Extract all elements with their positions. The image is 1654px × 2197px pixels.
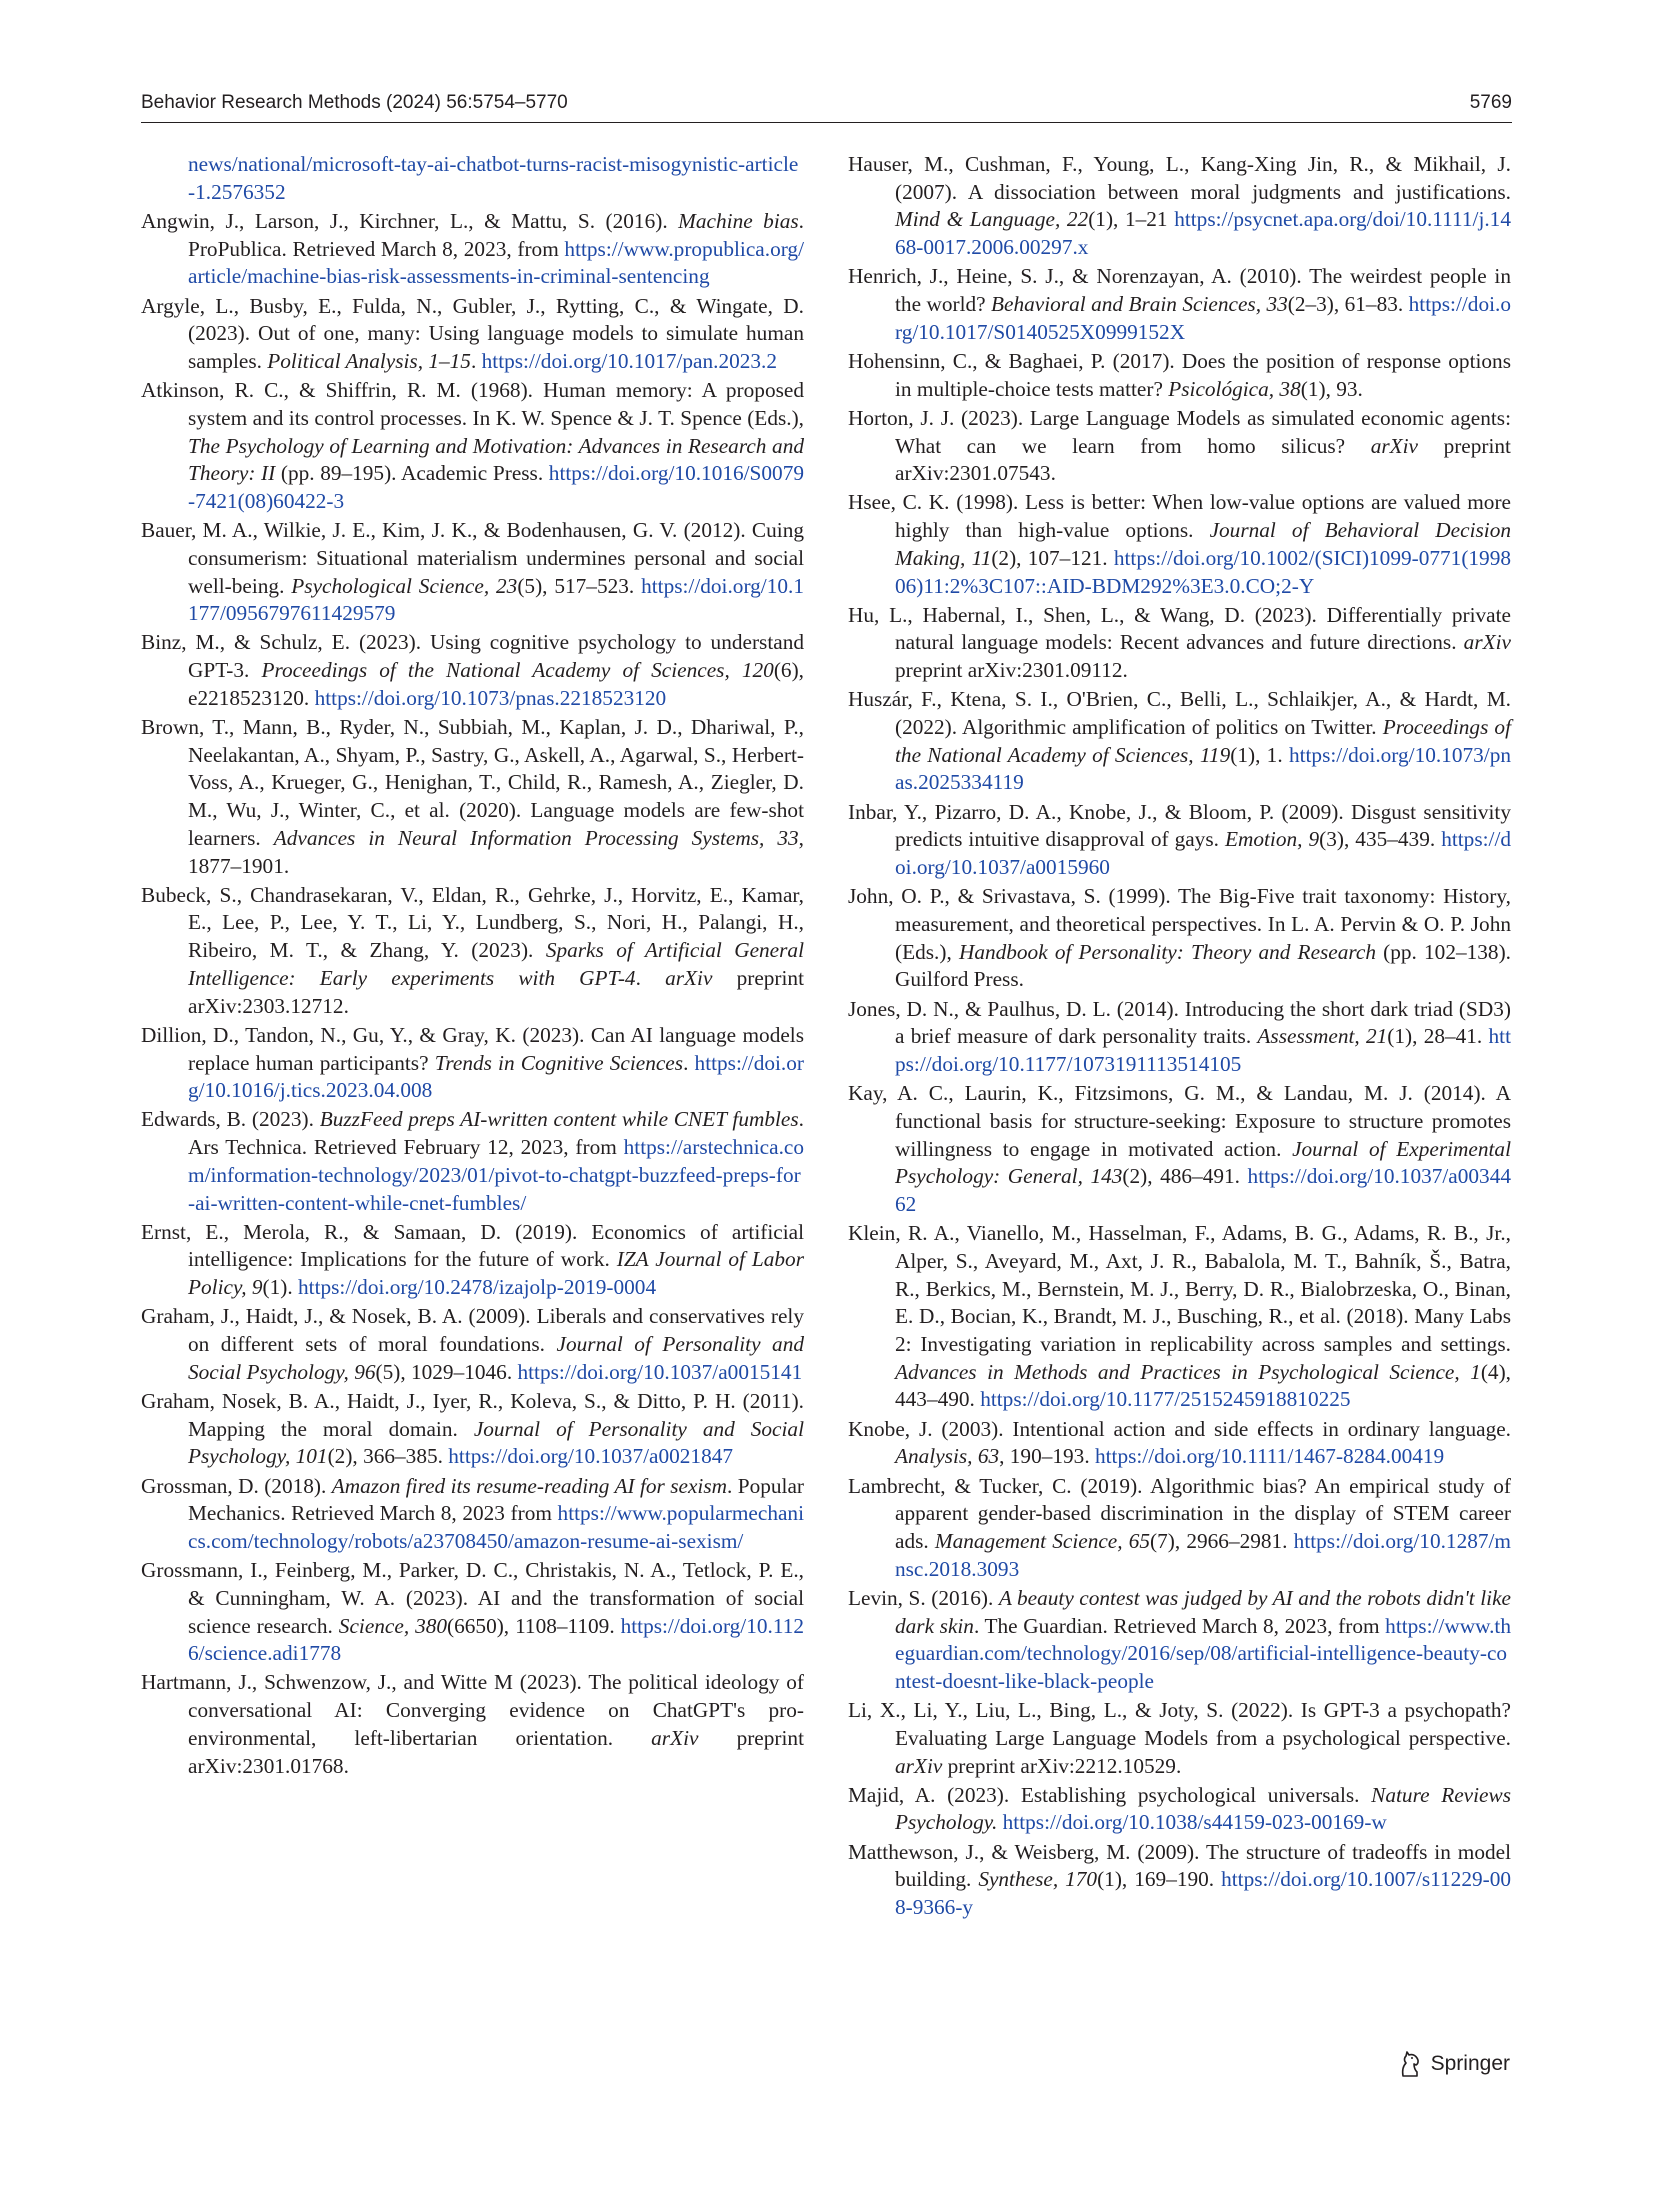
reference-entry (141, 1022, 804, 1105)
reference-title: Journal of Experimental Psychology: General, 143 (895, 1136, 1511, 1189)
reference-text: Jones, D. N., & Paulhus, D. L. (2014). Introducing the short dark triad (SD3) a brief measure of dark personality traits. (848, 996, 1511, 1049)
reference-title: Synthese, 170 (978, 1867, 1098, 1892)
reference-text: (5), 517–523. (517, 573, 642, 598)
reference-link[interactable]: https://doi.org/10.2478/izajolp-2019-0004 (298, 1275, 657, 1300)
reference-text: preprint arXiv:2303.12712. (188, 965, 804, 1018)
reference-text: Brown, T., Mann, B., Ryder, N., Subbiah, M., Kaplan, J. D., Dhariwal, P., Neelakantan, A., Shyam, P., Sastry, G., Askell, A., Agarwal, S., Herbert-Voss, A., Krueger, G., Henighan, T., Child, R., Ramesh, A., Ziegler, D. M., Wu, J., Winter, C., et al. (2020). Language models are few-shot learners. (141, 715, 804, 850)
reference-link[interactable]: https://doi.org/10.1037/a0015141 (517, 1359, 803, 1384)
reference-title: Science, 380 (338, 1613, 448, 1638)
reference-text: Dillion, D., Tandon, N., Gu, Y., & Gray, K. (2023). Can AI language models replace human participants? (141, 1022, 804, 1075)
reference-title: IZA Journal of Labor Policy, 9 (188, 1247, 804, 1300)
reference-link[interactable]: https://doi.org/10.1002/(SICI)1099-0771(199806)11:2%3C107::AID-BDM292%3E3.0.CO;2-Y (895, 545, 1512, 598)
reference-text: . Popular Mechanics. Retrieved March 8, 2023 from (188, 1473, 805, 1526)
reference-entry (141, 1106, 804, 1217)
reference-text: preprint arXiv:2301.01768. (188, 1725, 804, 1778)
reference-title: Amazon fired its resume-reading AI for sexism (331, 1473, 728, 1498)
reference-text: (1), 1–21 (1088, 207, 1175, 232)
reference-link[interactable]: https://doi.org/10.1037/a0034462 (895, 1164, 1512, 1217)
reference-entry (141, 208, 804, 291)
reference-text: (2), 366–385. (327, 1444, 449, 1469)
reference-title: arXiv (1463, 630, 1511, 655)
reference-title: Nature Reviews Psychology. (895, 1782, 1511, 1835)
reference-title: A beauty contest was judged by AI and the robots didn't like dark skin (895, 1585, 1511, 1638)
reference-text: Hohensinn, C., & Baghaei, P. (2017). Does the position of response options in multiple-choice tests matter? (848, 348, 1511, 401)
reference-title: Journal of Personality and Social Psychology, 96 (188, 1332, 805, 1384)
reference-entry (848, 1416, 1511, 1471)
reference-entry (848, 151, 1511, 262)
reference-text: Knobe, J. (2003). Intentional action and side effects in ordinary language. (848, 1416, 1511, 1441)
reference-title: Journal of Behavioral Decision Making, 11 (895, 518, 1511, 570)
reference-entry (141, 517, 804, 628)
reference-link[interactable]: https://doi.org/10.1287/mnsc.2018.3093 (895, 1528, 1511, 1581)
reference-title: Proceedings of the National Academy of Sciences, 120 (261, 658, 774, 683)
reference-text: (1), 28–41. (1387, 1024, 1489, 1049)
reference-entry (848, 996, 1511, 1079)
reference-entry (141, 1388, 804, 1471)
journal-citation: Behavior Research Methods (2024) 56:5754–5770 (141, 92, 568, 113)
reference-title: BuzzFeed preps AI-written content while CNET fumbles (319, 1107, 799, 1132)
reference-text: (6650), 1108–1109. (447, 1613, 621, 1638)
reference-link[interactable]: https://doi.org/10.1073/pnas.2025334119 (895, 742, 1511, 795)
reference-text: Levin, S. (2016). (848, 1585, 999, 1610)
reference-title: arXiv (665, 965, 713, 990)
reference-entry (848, 799, 1511, 882)
reference-entry (141, 629, 804, 712)
reference-text: (7), 2966–2981. (1150, 1528, 1294, 1553)
reference-title: arXiv (895, 1753, 943, 1778)
reference-entry (848, 405, 1511, 488)
reference-text: preprint arXiv:2301.09112. (895, 658, 1128, 683)
reference-link[interactable]: https://doi.org/10.1016/S0079-7421(08)60422-3 (188, 461, 804, 513)
reference-entry (141, 714, 804, 880)
reference-link[interactable]: https://doi.org/10.1126/science.adi1778 (188, 1613, 804, 1666)
reference-title: Sparks of Artificial General Intelligence: Early experiments with GPT-4 (188, 938, 804, 990)
page-number: 5769 (1469, 92, 1512, 113)
reference-title: Emotion, 9 (1224, 827, 1320, 852)
reference-title: Behavioral and Brain Sciences, 33 (991, 292, 1288, 317)
reference-text: Grossman, D. (2018). (141, 1473, 332, 1498)
reference-text: . Ars Technica. Retrieved February 12, 2023, from (188, 1107, 804, 1160)
reference-title: Advances in Methods and Practices in Psychological Science, 1 (895, 1359, 1481, 1384)
reference-text: (6), e2218523120. (188, 658, 804, 710)
reference-text: Angwin, J., Larson, J., Kirchner, L., & Mattu, S. (2016). (141, 208, 679, 233)
reference-link[interactable]: https://doi.org/10.1038/s44159-023-00169-w (1002, 1810, 1387, 1835)
reference-title: arXiv (1370, 433, 1419, 458)
reference-text: Argyle, L., Busby, E., Fulda, N., Gubler, J., Rytting, C., & Wingate, D. (2023). Out of one, many: Using language models to simulate human samples. (141, 293, 804, 373)
reference-text: . The Guardian. Retrieved March 8, 2023, from (973, 1613, 1386, 1638)
reference-title: Analysis, 63 (895, 1444, 1000, 1469)
reference-entry (141, 377, 804, 516)
reference-title: Trends in Cognitive Sciences (434, 1050, 684, 1075)
reference-entry (141, 1219, 804, 1302)
reference-title: Assessment, 21 (1257, 1024, 1388, 1049)
reference-entry (141, 1557, 804, 1668)
reference-link[interactable]: https://arstechnica.com/information-technology/2023/01/pivot-to-chatgpt-buzzfeed-preps-for-ai-written-content-while-cnet-fumbles/ (188, 1135, 804, 1215)
reference-title: Mind & Language, 22 (895, 207, 1089, 232)
reference-text: Hu, L., Habernal, I., Shen, L., & Wang, D. (2023). Differentially private natural language models: Recent advances and future directions. (848, 602, 1511, 655)
reference-text: Graham, J., Haidt, J., & Nosek, B. A. (2009). Liberals and conservatives rely on different sets of moral foundations. (141, 1304, 804, 1357)
reference-text: (1), 1. (1230, 742, 1289, 767)
reference-link[interactable]: https://doi.org/10.1016/j.tics.2023.04.008 (188, 1050, 804, 1103)
references-column-right (848, 151, 1511, 1923)
reference-entry (848, 1697, 1511, 1780)
reference-entry (141, 1303, 804, 1386)
reference-text: Hauser, M., Cushman, F., Young, L., Kang-Xing Jin, R., & Mikhail, J. (2007). A dissociation between moral judgments and justifications. (848, 152, 1511, 204)
reference-entry (141, 882, 804, 1021)
reference-link[interactable]: https://doi.org/10.1037/a0015960 (895, 827, 1512, 880)
reference-link[interactable]: https://doi.org/10.1017/S0140525X0999152X (895, 292, 1511, 344)
reference-text: (1). (262, 1275, 299, 1300)
references-column-left (141, 151, 804, 1782)
reference-text: preprint arXiv:2301.07543. (895, 433, 1511, 486)
reference-text: Li, X., Li, Y., Liu, L., Bing, L., & Joty, S. (2022). Is GPT-3 a psychopath? Evaluating Large Language Models from a psychological perspective. (848, 1698, 1511, 1750)
running-header (141, 88, 1512, 122)
reference-entry (141, 151, 804, 206)
reference-text: (5), 1029–1046. (375, 1359, 518, 1384)
reference-title: Journal of Personality and Social Psychology, 101 (188, 1416, 804, 1469)
reference-entry (848, 1782, 1511, 1837)
reference-text: (2–3), 61–83. (1287, 292, 1409, 317)
reference-entry (141, 1473, 804, 1556)
reference-entry (848, 883, 1511, 994)
reference-title: arXiv (651, 1725, 699, 1750)
reference-title: Psicológica, 38 (1168, 376, 1301, 401)
reference-link[interactable]: https://www.popularmechanics.com/technology/robots/a23708450/amazon-resume-ai-sexism/ (188, 1501, 804, 1553)
reference-text: Hsee, C. K. (1998). Less is better: When low-value options are valued more highly than high-value options. (848, 490, 1511, 543)
reference-text: (2), 486–491. (1122, 1164, 1248, 1189)
reference-text: (4), 443–490. (895, 1359, 1511, 1412)
reference-text: Binz, M., & Schulz, E. (2023). Using cognitive psychology to understand GPT-3. (141, 630, 804, 683)
reference-text: Huszár, F., Ktena, S. I., O'Brien, C., Belli, L., Schlaikjer, A., & Hardt, M. (2022). Algorithmic amplification of politics on Twitter. (848, 687, 1511, 740)
reference-text: Edwards, B. (2023). (141, 1107, 320, 1132)
reference-entry (141, 293, 804, 376)
reference-text: Majid, A. (2023). Establishing psychological universals. (848, 1782, 1372, 1807)
reference-title: Handbook of Personality: Theory and Research (958, 939, 1377, 964)
springer-horse-icon (1397, 2050, 1423, 2078)
reference-text: Klein, R. A., Vianello, M., Hasselman, F., Adams, B. G., Adams, R. B., Jr., Alper, S., Aveyard, M., Axt, J. R., Babalola, M. T., Bahník, Š., Batra, R., Berkics, M., Bernstein, M. J., Berry, D. R., Bialobrzeska, O., Binan, E. D., Bocian, K., Brandt, M. J., Busching, R., et al. (2018). Many Labs 2: Investigating variation in replicability across samples and settings. (848, 1221, 1511, 1357)
reference-text: (pp. 102–138). Guilford Press. (895, 939, 1511, 992)
reference-text: Bubeck, S., Chandrasekaran, V., Eldan, R., Gehrke, J., Horvitz, E., Kamar, E., Lee, P., Lee, Y. T., Li, Y., Lundberg, S., Nori, H., Palangi, H., Ribeiro, M. T., & Zhang, Y. (2023). (141, 882, 804, 963)
publisher-name: Springer (1430, 2052, 1510, 2075)
reference-link[interactable]: https://doi.org/10.1177/0956797611429579 (188, 573, 804, 626)
reference-entry (848, 1585, 1511, 1696)
reference-entry (848, 348, 1511, 403)
reference-entry (848, 602, 1511, 685)
publisher-footer (1397, 2048, 1510, 2080)
reference-entry (848, 263, 1511, 346)
reference-title: The Psychology of Learning and Motivation: Advances in Research and Theory: II (188, 433, 804, 486)
reference-entry (141, 1669, 804, 1780)
reference-link[interactable]: https://psycnet.apa.org/doi/10.1111/j.1468-0017.2006.00297.x (895, 207, 1511, 260)
reference-text: (pp. 89–195). Academic Press. (275, 461, 549, 486)
reference-text: (1), 169–190. (1097, 1867, 1222, 1892)
reference-title: Psychological Science, 23 (291, 573, 518, 598)
reference-text: Bauer, M. A., Wilkie, J. E., Kim, J. K., & Bodenhausen, G. V. (2012). Cuing consumerism: Situational materialism undermines personal and social well-being. (141, 518, 804, 598)
reference-text: (2), 107–121. (991, 545, 1114, 570)
reference-link[interactable]: https://doi.org/10.1037/a0021847 (448, 1444, 734, 1469)
reference-link[interactable]: https://doi.org/10.1177/2515245918810225 (980, 1387, 1351, 1412)
reference-title: Management Science, 65 (934, 1528, 1151, 1553)
reference-link[interactable]: https://doi.org/10.1111/1467-8284.00419 (1094, 1444, 1445, 1469)
reference-text: (1), 93. (1300, 376, 1363, 401)
reference-entry (848, 489, 1511, 600)
reference-entry (848, 1220, 1511, 1414)
reference-text: . (635, 965, 666, 990)
reference-text: Horton, J. J. (2023). Large Language Models as simulated economic agents: What can we learn from homo silicus? (848, 405, 1511, 458)
reference-link[interactable]: https://www.theguardian.com/technology/2016/sep/08/artificial-intelligence-beauty-contest-doesnt-like-black-people (895, 1613, 1511, 1693)
reference-link[interactable]: https://doi.org/10.1177/1073191113514105 (895, 1024, 1511, 1076)
reference-text: . ProPublica. Retrieved March 8, 2023, from (188, 208, 804, 261)
reference-text: John, O. P., & Srivastava, S. (1999). The Big-Five trait taxonomy: History, measurement, and theoretical perspectives. In L. A. Pervin & O. P. John (Eds.), (848, 884, 1511, 964)
reference-text: Hartmann, J., Schwenzow, J., and Witte M (2023). The political ideology of conversational AI: Converging evidence on ChatGPT's pro-environmental, left-libertarian orientation. (141, 1670, 804, 1750)
reference-entry (848, 1839, 1511, 1922)
reference-link[interactable]: https://www.propublica.org/article/machine-bias-risk-assessments-in-criminal-sentencing (188, 236, 804, 289)
reference-title: Machine bias (678, 208, 799, 233)
reference-title: Proceedings of the National Academy of Sciences, 119 (895, 715, 1511, 767)
reference-entry (848, 1080, 1511, 1219)
reference-text: Matthewson, J., & Weisberg, M. (2009). The structure of tradeoffs in model building. (848, 1839, 1511, 1892)
reference-title: Advances in Neural Information Processing Systems, 33 (273, 825, 799, 850)
reference-text: Inbar, Y., Pizarro, D. A., Knobe, J., & Bloom, P. (2009). Disgust sensitivity predicts intuitive disapproval of gays. (848, 799, 1511, 852)
reference-entry (848, 686, 1511, 797)
reference-text: Kay, A. C., Laurin, K., Fitzsimons, G. M., & Landau, M. J. (2014). A functional basis for structure-seeking: Exposure to structure promotes willingness to engage in motivated action. (848, 1081, 1511, 1161)
reference-text: . (470, 348, 482, 373)
reference-text: (3), 435–439. (1319, 827, 1442, 852)
reference-text: Atkinson, R. C., & Shiffrin, R. M. (1968). Human memory: A proposed system and its control processes. In K. W. Spence & J. T. Spence (Eds.), (141, 378, 804, 430)
header-rule (141, 122, 1512, 123)
reference-text: preprint arXiv:2212.10529. (942, 1753, 1182, 1778)
reference-link[interactable]: https://doi.org/10.1017/pan.2023.2 (481, 348, 778, 373)
reference-text: Ernst, E., Merola, R., & Samaan, D. (2019). Economics of artificial intelligence: Implications for the future of work. (141, 1219, 804, 1272)
reference-text: Lambrecht, & Tucker, C. (2019). Algorithmic bias? An empirical study of apparent gender-based discrimination in the display of STEM career ads. (848, 1473, 1511, 1553)
reference-link[interactable]: https://doi.org/10.1007/s11229-008-9366-y (895, 1867, 1511, 1920)
reference-text: , 1877–1901. (188, 825, 804, 878)
reference-text: , 190–193. (999, 1444, 1095, 1469)
reference-entry (848, 1473, 1511, 1584)
reference-text: Grossmann, I., Feinberg, M., Parker, D. C., Christakis, N. A., Tetlock, P. E., & Cunningham, W. A. (2023). AI and the transformation of social science research. (141, 1558, 804, 1638)
reference-text: . (683, 1050, 695, 1075)
reference-text: Graham, Nosek, B. A., Haidt, J., Iyer, R., Koleva, S., & Ditto, P. H. (2011). Mapping the moral domain. (141, 1388, 804, 1441)
reference-link[interactable]: https://doi.org/10.1073/pnas.2218523120 (314, 685, 667, 710)
reference-text: Henrich, J., Heine, S. J., & Norenzayan, A. (2010). The weirdest people in the world? (848, 264, 1511, 317)
reference-title: Political Analysis, 1–15 (267, 348, 471, 373)
reference-link[interactable]: news/national/microsoft-tay-ai-chatbot-turns-racist-misogynistic-article-1.2576352 (188, 152, 799, 204)
